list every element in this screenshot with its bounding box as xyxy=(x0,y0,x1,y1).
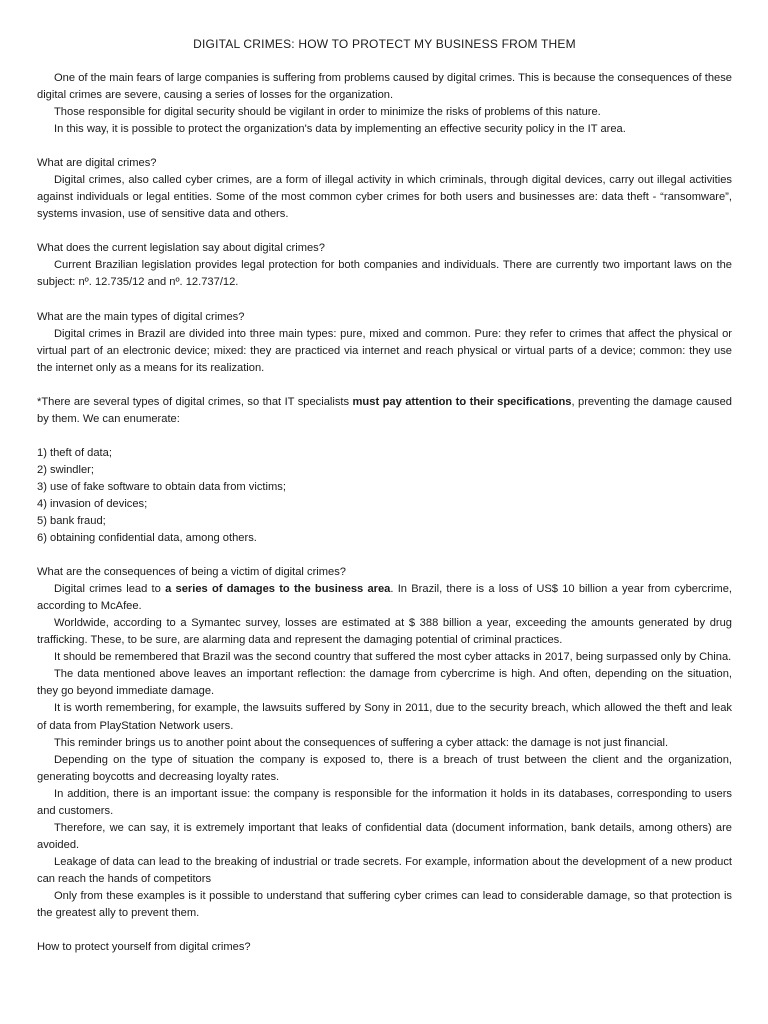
intro-paragraph-1: One of the main fears of large companies is suffering from problems caused by digital crimes. This is because the consequences of these digital crimes are severe, causing a series of losses for the organization. xyxy=(37,72,732,102)
consequences-paragraph: The data mentioned above leaves an important reflection: the damage from cybercrime is high. And often, depending on the situation, they go beyond immediate damage. xyxy=(37,668,732,698)
note-text-after: , preventing the damage caused by them. We can enumerate: xyxy=(37,395,732,425)
list-item: 1) theft of data; xyxy=(37,446,112,459)
section-heading-legislation: What does the current legislation say about digital crimes? xyxy=(37,242,325,255)
consequences-paragraph: Only from these examples is it possible to understand that suffering cyber crimes can lead to considerable damage, so that protection is the greatest ally to prevent them. xyxy=(37,889,732,920)
intro-paragraph-2: Those responsible for digital security should be vigilant in order to minimize the risks of problems of this nature. xyxy=(54,106,601,119)
section-paragraph-what-are: Digital crimes, also called cyber crimes, are a form of illegal activity in which criminals, through digital devices, carry out illegal activities against individuals or legal entities. Some of the most common cyber crimes for both users and businesses are: data theft - “ransomware”, systems invasion, use of sensitive data and others. xyxy=(37,174,732,221)
consequences-text-bold: a series of damages to the business area xyxy=(165,583,391,596)
note-text-bold: must pay attention to their specifications xyxy=(352,395,572,408)
consequences-text-before: Digital crimes lead to xyxy=(54,583,166,596)
note-paragraph xyxy=(37,394,732,428)
intro-paragraph-3: In this way, it is possible to protect the organization's data by implementing an effective security policy in the IT area. xyxy=(54,123,626,136)
note-text-before: *There are several types of digital crimes, so that IT specialists xyxy=(37,395,353,408)
consequences-paragraph: In addition, there is an important issue: the company is responsible for the information it holds in its databases, corresponding to users and customers. xyxy=(37,787,732,817)
section-paragraph-legislation: Current Brazilian legislation provides legal protection for both companies and individuals. There are currently two important laws on the subject: nº. 12.735/12 and nº. 12.737/12. xyxy=(37,259,732,289)
list-item: 3) use of fake software to obtain data from victims; xyxy=(37,480,286,493)
document-page xyxy=(37,36,732,956)
section-heading-what-are: What are digital crimes? xyxy=(37,157,157,170)
list-item: 5) bank fraud; xyxy=(37,514,106,527)
crime-types-list xyxy=(37,445,732,547)
consequences-paragraph-1 xyxy=(37,581,732,615)
consequences-paragraph: Worldwide, according to a Symantec survey, losses are estimated at $ 388 billion a year, exceeding the amounts generated by drug trafficking. These, to be sure, are alarming data and represent the damaging potential of criminal practices. xyxy=(37,617,732,647)
consequences-paragraph: Depending on the type of situation the company is exposed to, there is a breach of trust between the client and the organization, generating boycotts and decreasing loyalty rates. xyxy=(37,753,732,783)
list-item: 2) swindler; xyxy=(37,463,94,476)
list-item: 6) obtaining confidential data, among others. xyxy=(37,532,257,545)
section-heading-consequences: What are the consequences of being a victim of digital crimes? xyxy=(37,566,347,579)
consequences-paragraph: Leakage of data can lead to the breaking of industrial or trade secrets. For example, information about the development of a new product can reach the hands of competitors xyxy=(37,855,732,885)
list-item: 4) invasion of devices; xyxy=(37,497,148,510)
consequences-paragraph: This reminder brings us to another point about the consequences of suffering a cyber attack: the damage is not just financial. xyxy=(54,736,669,749)
consequences-paragraph: Therefore, we can say, it is extremely important that leaks of confidential data (document information, bank details, among others) are avoided. xyxy=(37,821,732,851)
consequences-paragraph: It should be remembered that Brazil was the second country that suffered the most cyber attacks in 2017, being surpassed only by China. xyxy=(54,651,732,664)
section-heading-protect: How to protect yourself from digital crimes? xyxy=(37,941,251,954)
consequences-text-after: . In Brazil, there is a loss of US$ 10 billion a year from cybercrime, according to McAfee. xyxy=(37,583,732,613)
consequences-paragraph: It is worth remembering, for example, the lawsuits suffered by Sony in 2011, due to the security breach, which allowed the theft and leak of data from PlayStation Network users. xyxy=(37,702,732,732)
document-title: DIGITAL CRIMES: HOW TO PROTECT MY BUSINESS FROM THEM xyxy=(193,37,576,51)
section-paragraph-types: Digital crimes in Brazil are divided into three main types: pure, mixed and common. Pure: they refer to crimes that affect the physical or virtual part of an electronic device; mixed: they are practiced via internet and reach physical or virtual parts of a device; common: they use the internet only as a means for its realization. xyxy=(37,327,732,374)
section-heading-types: What are the main types of digital crimes? xyxy=(37,310,245,323)
